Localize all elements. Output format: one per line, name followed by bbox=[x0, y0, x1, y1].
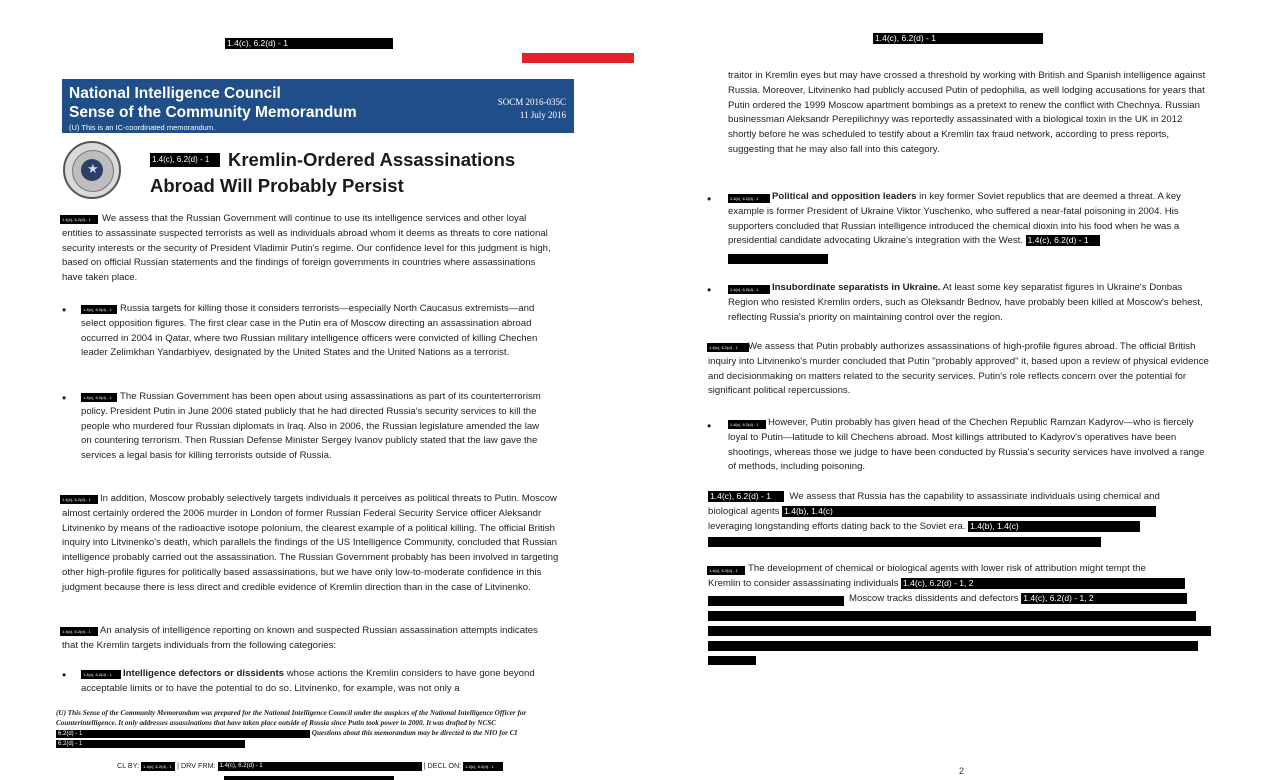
para-marker: 1.4(c), 6.2(d) - 1 bbox=[60, 215, 98, 224]
para-marker: 1.4(c), 6.2(d) - 1 bbox=[60, 627, 98, 636]
footnote-redaction: 6.2(d) - 1 bbox=[56, 730, 310, 738]
title-line2: Abroad Will Probably Persist bbox=[150, 175, 404, 196]
para-marker: 1.4(c), 6.2(d) - 1 bbox=[707, 343, 749, 352]
title-redaction: 1.4(c), 6.2(d) - 1 bbox=[150, 153, 220, 167]
left-page: 1.4(c), 6.2(d) - 1 National Intelligence Council Sense of the Community Memorandum (U) This is an IC-coordinated memorandum. SOCM 2016-035C 11 July 2016 ★ 1.4(c), 6.2(d) - 1 Kremlin-Ordered Assassinations Abroad Will Probably Persist 1.4(c), 6.2(d) - 1 We assess that the Russian Government will continue to use its intelligence services and other loyal entities to assassinate suspected terrorists as well as individuals abroad whom it deems as threats to core national security interests or the security of President Vladimir Putin's regime. Our confidence level for this judgment is high, based on official Russian statements and the findings of foreign governments in countries where assassinations have taken place. • 1.4(c), 6.2(d) - 1 Russia targets for killing those it considers terrorists—especially North Caucasus extremists—and select opposition figures. The first clear case in the Putin era of Moscow directing an assassination abroad occurred in 2004 in Qatar, where two Russian military intelligence officers were convicted of killing Chechen leader Zelimkhan Yandarbiyev, designated by the United States and the United Nations as a terrorist. • 1.4(c), 6.2(d) - 1 The Russian Government has been open about using assassinations as part of its counterterrorism policy. President Putin in June 2006 stated publicly that he had directed Russia's security services to kill the people who murdered four Russian diplomats in Iraq. Also in 2006, the Russian legislature amended the law on countering terrorism. Then Russian Defense Minister Sergey Ivanov publicly stated that the law gave the services a legal basis for killing terrorists outside of Russia. 1.4(c), 6.2(d) - 1 In addition, Moscow probably selectively targets individuals it perceives as political threats to Putin. Moscow almost certainly ordered the 2006 murder in London of former Russian Federal Security Service officer Aleksandr Litvinenko by means of the radioactive isotope polonium, the clearest example of a political killing. The official British inquiry into Litvinenko's death, which parallels the findings of the US Intelligence Community, concluded that Russian intelligence probably carried out the assassination. The Russian Government probably has been involved in targeting other high-profile figures for politically based assassinations, but we have only low-to-moderate confidence in this judgment because there is less direct and credible evidence of Kremlin direction than in the case of Litvinenko. 1.4(c), 6.2(d) - 1 An analysis of intelligence reporting on known and suspected Russian assassination attempts indicates that the Kremlin targets individuals from the following categories: • 1.4(c), 6.2(d) - 1 Intelligence defectors or dissidents whose actions the Kremlin considers to have gone beyond acceptable limits or to have the potential to do so. Litvinenko, for example, was not only a (U) This Sense of the Community Memorandum was prepared for the National Intelligence Council under the auspices of the National Intelligence Officer for Counterintelligence. It only addresses assassinations that have taken place outside of Russia since Putin took power in 2000. It was drafted by NCSC6.2(d) - 1 Questions about this memorandum may be directed to the NIO for CI6.2(d) - 1 CL BY: 1.4(c), 6.2(d) - 1 | DRV FRM: 1.4(c), 6.2(d) - 1 | DECL ON: 1.4(c), 6.2(d) - 1 bbox=[0, 0, 634, 780]
bullet-marker: 1.4(c), 6.2(d) - 1 bbox=[728, 420, 766, 429]
r-bullet2: Insubordinate separatists in Ukraine. At least some key separatist figures in Ukraine's Donbas Region who resisted Kremlin orders, such as Oleksandr Bednov, have probably been killed at Moscow's behest, reflecting Russia's priority on maintaining control over the region. bbox=[728, 282, 1203, 323]
para3-redaction2: 1.4(c), 6.2(d) - 1, 2 bbox=[1021, 593, 1187, 604]
top-redaction: 1.4(c), 6.2(d) - 1 bbox=[225, 38, 393, 49]
bullet3: Intelligence defectors or dissidents whose actions the Kremlin considers to have gone beyond acceptable limits or to have the potential to do so. Litvinenko, for example, was not only a bbox=[81, 668, 535, 694]
bullet-marker: 1.4(c), 6.2(d) - 1 bbox=[728, 285, 770, 294]
cl-redaction: 1.4(c), 6.2(d) - 1 bbox=[141, 762, 175, 771]
r-para3-c: Moscow tracks dissidents and defectors 1.4(c), 6.2(d) - 1, 2 bbox=[849, 592, 1187, 607]
r-para2: 1.4(c), 6.2(d) - 1 We assess that Russia has the capability to assassinate individuals using chemical and biological agents 1.4(b), 1.4(c) leveraging longstanding efforts dating back to the Soviet era. 1.4(b), 1.4(c) bbox=[708, 490, 1160, 532]
decl-redaction: 1.4(c), 6.2(d) - 1 bbox=[463, 762, 503, 771]
header-line2: Sense of the Community Memorandum bbox=[69, 104, 357, 121]
top-redaction: 1.4(c), 6.2(d) - 1 bbox=[873, 33, 1043, 44]
para-marker: 1.4(c), 6.2(d) - 1 bbox=[60, 495, 98, 504]
doc-id: SOCM 2016-035C bbox=[497, 97, 566, 107]
bullet3-bold: Intelligence defectors or dissidents bbox=[123, 668, 285, 679]
red-marker-bar bbox=[522, 53, 634, 63]
continued-para: traitor in Kremlin eyes but may have crossed a threshold by working with British and Spanish intelligence against Russia. Moreover, Litvinenko had publicly accused Putin of pedophilia, as well lodging accusations for years that Putin ordered the 1999 Moscow apartment bombings as a pretext to renew the conflict with Chechnya. Russian businessman Aleksandr Perepilichnyy was reportedly assassinated with a biological toxin in the UK in 2012 shortly before he was scheduled to testify about a Kremlin tax fraud network, according to press reports, suggesting that he may also fall into this category. bbox=[728, 70, 1206, 155]
drv-redaction: 1.4(c), 6.2(d) - 1 bbox=[218, 762, 422, 771]
page-number: 2 bbox=[959, 766, 965, 776]
para2: In addition, Moscow probably selectively targets individuals it perceives as political threats to Putin. Moscow almost certainly ordered the 2006 murder in London of former Russian Federal Security Service officer Aleksandr Litvinenko by means of the radioactive isotope polonium, the clearest example of a political killing. The official British inquiry into Litvinenko's death, which parallels the findings of the US Intelligence Community, concluded that Russian intelligence probably carried out the assassination. The Russian Government probably has been involved in targeting other high-profile figures for politically based assassinations, but we have only low-to-moderate confidence in this judgment because there is less direct and credible evidence of Kremlin direction than in the case of Litvinenko. bbox=[62, 493, 559, 593]
classification-line: CL BY: 1.4(c), 6.2(d) - 1 | DRV FRM: 1.4(c), 6.2(d) - 1 | DECL ON: 1.4(c), 6.2(d) - 1 bbox=[117, 761, 503, 771]
footnote-redaction: 6.2(d) - 1 bbox=[56, 740, 245, 748]
bullet-marker: 1.4(c), 6.2(d) - 1 bbox=[81, 670, 121, 679]
footnote: (U) This Sense of the Community Memorandum was prepared for the National Intelligence Council under the auspices of the National Intelligence Officer for Counterintelligence. It only addresses assassinations that have taken place outside of Russia since Putin took power in 2000. It was drafted by NCSC6.2(d) - 1 Questions about this memorandum may be directed to the NIO for CI6.2(d) - 1 bbox=[56, 709, 527, 747]
right-page: 1.4(c), 6.2(d) - 1 traitor in Kremlin eyes but may have crossed a threshold by working with British and Spanish intelligence against Russia. Moreover, Litvinenko had publicly accused Putin of pedophilia, as well lodging accusations for years that Putin ordered the 1999 Moscow apartment bombings as a pretext to renew the conflict with Chechnya. Russian businessman Aleksandr Perepilichnyy was reportedly assassinated with a biological toxin in the UK in 2012 shortly before he was scheduled to testify about a Kremlin tax fraud network, according to press reports, suggesting that he may also fall into this category. • 1.4(c), 6.2(d) - 1 Political and opposition leaders in key former Soviet republics that are deemed a threat. A key example is former President of Ukraine Viktor Yuschenko, who suffered a near-fatal poisoning in 2004. His supporters concluded that Russian intelligence introduced the chemical dioxin into his food when he was a presidential candidate advocating Ukraine's integration with the West. 1.4(c), 6.2(d) - 1 • 1.4(c), 6.2(d) - 1 Insubordinate separatists in Ukraine. At least some key separatist figures in Ukraine's Donbas Region who resisted Kremlin orders, such as Oleksandr Bednov, have probably been killed at Moscow's behest, reflecting Russia's priority on maintaining control over the region. 1.4(c), 6.2(d) - 1 We assess that Putin probably authorizes assassinations of high-profile figures abroad. The official British inquiry into Litvinenko's murder concluded that Putin "probably approved" it, based upon a review of physical evidence and decisionmaking on matters related to the security services. Putin's role reflects concern over the potential for significant political repercussions. • 1.4(c), 6.2(d) - 1 However, Putin probably has given head of the Chechen Republic Ramzan Kadyrov—who is fiercely loyal to Putin—latitude to kill Chechens abroad. Most killings attributed to Kadyrov's operatives have been shootings, whereas those we judge to have been conducted by Russia's security services have involved a range of methods, including poisoning. 1.4(c), 6.2(d) - 1 We assess that Russia has the capability to assassinate individuals using chemical and biological agents 1.4(b), 1.4(c) leveraging longstanding efforts dating back to the Soviet era. 1.4(b), 1.4(c) 1.4(c), 6.2(d) - 1 The development of chemical or biological agents with lower risk of attribution might tempt the Kremlin to consider assassinating individuals 1.4(c), 6.2(d) - 1, 2 Moscow tracks dissidents and defectors 1.4(c), 6.2(d) - 1, 2 2 bbox=[634, 0, 1269, 780]
bullet-marker: 1.4(c), 6.2(d) - 1 bbox=[81, 393, 117, 402]
bullet1: Russia targets for killing those it considers terrorists—especially North Caucasus extremists—and select opposition figures. The first clear case in the Putin era of Moscow directing an assassination abroad occurred in 2004 in Qatar, where two Russian military intelligence officers were convicted of killing Chechen leader Zelimkhan Yandarbiyev, designated by the United States and the United Nations as a terrorist. bbox=[81, 303, 538, 359]
bullet2: The Russian Government has been open about using assassinations as part of its counterterrorism policy. President Putin in June 2006 stated publicly that he had directed Russia's security services to kill the people who murdered four Russian diplomats in Iraq. Also in 2006, the Russian legislature amended the law on countering terrorism. Then Russian Defense Minister Sergey Ivanov publicly stated that the law gave the services a legal basis for killing terrorists outside of Russia. bbox=[81, 391, 541, 462]
para2-redaction: 1.4(c), 6.2(d) - 1 bbox=[708, 491, 784, 502]
r-bullet3: However, Putin probably has given head of the Chechen Republic Ramzan Kadyrov—who is fiercely loyal to Putin—latitude to kill Chechens abroad. Most killings attributed to Kadyrov's operatives have been shootings, whereas those we judge to have been conducted by Russia's security services have involved a range of methods, including poisoning. bbox=[728, 417, 1205, 473]
para-marker: 1.4(c), 6.2(d) - 1 bbox=[707, 566, 745, 575]
nic-seal-icon: ★ bbox=[63, 141, 121, 199]
bullet-marker: 1.4(c), 6.2(d) - 1 bbox=[728, 194, 770, 203]
r-para1: We assess that Putin probably authorizes assassinations of high-profile figures abroad. The official British inquiry into Litvinenko's murder concluded that Putin "probably approved" it, based upon a review of physical evidence and decisionmaking on matters related to the security services. Putin's role reflects concern over the potential for significant political repercussions. bbox=[708, 341, 1209, 397]
para2-redaction3: 1.4(b), 1.4(c) bbox=[968, 521, 1140, 532]
bullet1-redaction: 1.4(c), 6.2(d) - 1 bbox=[1026, 235, 1100, 246]
r-para3: The development of chemical or biological agents with lower risk of attribution might tempt the Kremlin to consider assassinating individuals 1.4(c), 6.2(d) - 1, 2 bbox=[708, 562, 1218, 592]
para3-redaction: 1.4(c), 6.2(d) - 1, 2 bbox=[901, 578, 1185, 589]
doc-date: 11 July 2016 bbox=[519, 110, 566, 120]
header-line1: National Intelligence Council bbox=[69, 85, 281, 102]
para2-redaction2: 1.4(b), 1.4(c) bbox=[782, 506, 1156, 517]
header-line3: (U) This is an IC-coordinated memorandum. bbox=[69, 123, 216, 132]
memo-header bbox=[62, 79, 574, 133]
title-line1: Kremlin-Ordered Assassinations bbox=[228, 149, 516, 170]
para3: An analysis of intelligence reporting on known and suspected Russian assassination attempts indicates that the Kremlin targets individuals from the following categories: bbox=[62, 625, 538, 651]
bullet-marker: 1.4(c), 6.2(d) - 1 bbox=[81, 305, 117, 314]
r-bullet1: Political and opposition leaders in key former Soviet republics that are deemed a threat. A key example is former President of Ukraine Viktor Yuschenko, who suffered a near-fatal poisoning in 2004. His supporters concluded that Russian intelligence introduced the chemical dioxin into his food when he was a presidential candidate advocating Ukraine's integration with the West. 1.4(c), 6.2(d) - 1 bbox=[728, 191, 1181, 247]
para1: We assess that the Russian Government will continue to use its intelligence services and other loyal entities to assassinate suspected terrorists as well as individuals abroad whom it deems as threats to core national security interests or the security of President Vladimir Putin's regime. Our confidence level for this judgment is high, based on official Russian statements and the findings of foreign governments in countries where assassinations have taken place. bbox=[62, 213, 551, 284]
